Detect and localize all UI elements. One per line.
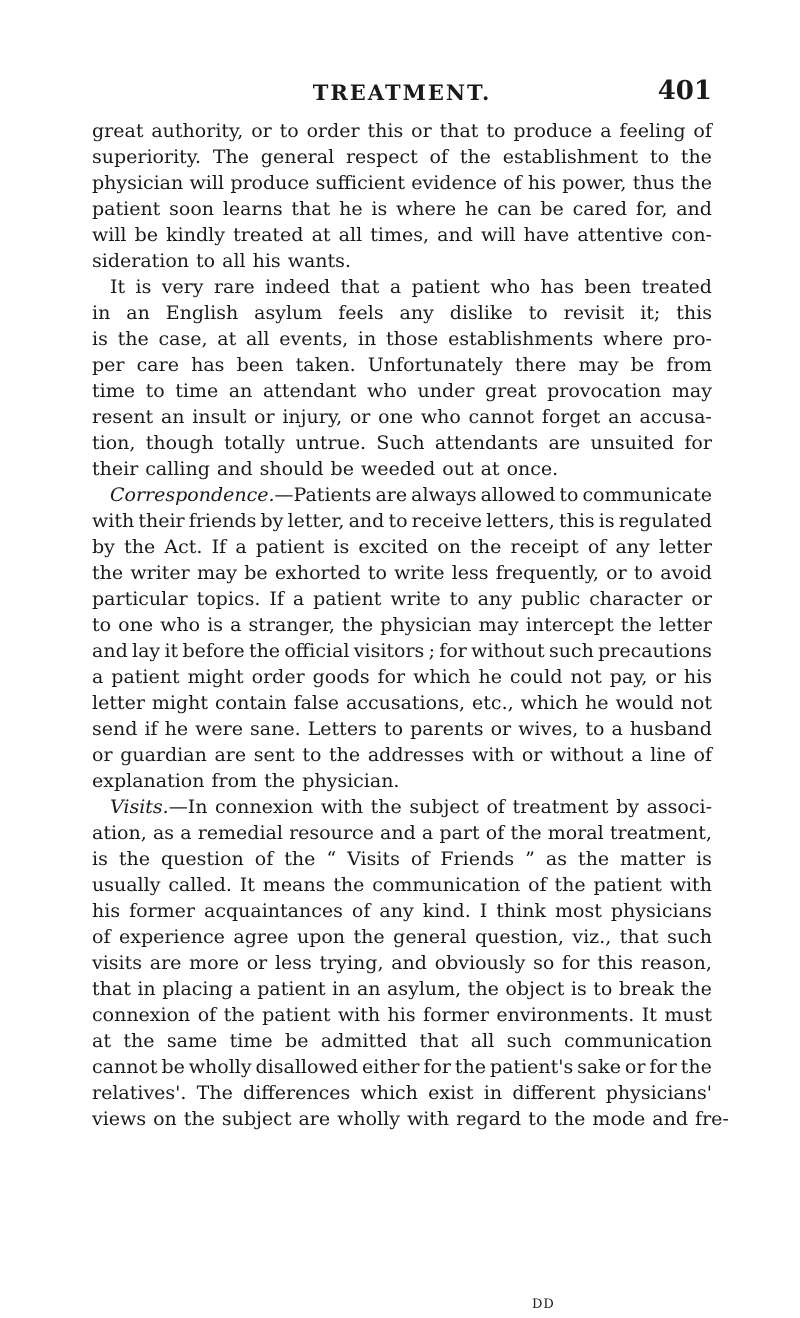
text-line: a patient might order goods for which he could not pay, or his [92, 666, 712, 688]
text-line: in an English asylum feels any dislike to revisit it; this [92, 302, 712, 324]
text-line: that in placing a patient in an asylum, the object is to break the [92, 978, 712, 1000]
text-line: letter might contain false accusations, etc., which he would not [92, 692, 712, 714]
text-line: is the question of the “ Visits of Friends ” as the matter is [92, 848, 712, 870]
paragraph [92, 794, 729, 1132]
text-line: send if he were sane. Letters to parents or wives, to a husband [92, 718, 712, 740]
text-line: relatives'. The differences which exist in different physicians' [92, 1082, 712, 1104]
signature-mark: DD [532, 1297, 555, 1312]
text-line: superiority. The general respect of the establishment to the [92, 146, 712, 168]
text-line: by the Act. If a patient is excited on the receipt of any letter [92, 536, 712, 558]
text-line: will be kindly treated at all times, and will have attentive con- [92, 224, 712, 246]
text-line: his former acquaintances of any kind. I think most physicians [92, 900, 712, 922]
text-line: of experience agree upon the general question, viz., that such [92, 926, 712, 948]
text-line: explanation from the physician. [92, 770, 400, 792]
text-line: the writer may be exhorted to write less frequently, or to avoid [92, 562, 712, 584]
text-line: great authority, or to order this or that to produce a feeling of [92, 120, 712, 142]
running-title: TREATMENT. [312, 80, 492, 105]
text-line: It is very rare indeed that a patient who has been treated [110, 276, 712, 298]
running-head [92, 76, 712, 110]
body-text [92, 118, 729, 1132]
text-line: and lay it before the official visitors ; for without such precautions [92, 640, 712, 662]
section-heading: Visits. [110, 796, 169, 818]
text-line: cannot be wholly disallowed either for the patient's sake or for the [92, 1056, 712, 1078]
paragraph [92, 118, 712, 274]
text-line: time to time an attendant who under great provocation may [92, 380, 712, 402]
text-line: resent an insult or injury, or one who cannot forget an accusa- [92, 406, 712, 428]
text-line: particular topics. If a patient write to any public character or [92, 588, 712, 610]
text-line: per care has been taken. Unfortunately there may be from [92, 354, 712, 376]
text-line: Correspondence.—Patients are always allowed to communicate [110, 484, 712, 506]
text-line: physician will produce sufficient evidence of his power, thus the [92, 172, 712, 194]
text-line: their calling and should be weeded out at once. [92, 458, 559, 480]
text-line: patient soon learns that he is where he can be cared for, and [92, 198, 712, 220]
text-line: visits are more or less trying, and obviously so for this reason, [92, 952, 712, 974]
text-line: or guardian are sent to the addresses with or without a line of [92, 744, 712, 766]
text-line: Visits.—In connexion with the subject of treatment by associ- [110, 796, 712, 818]
text-line: sideration to all his wants. [92, 250, 351, 272]
text-line: tion, though totally untrue. Such attendants are unsuited for [92, 432, 712, 454]
text-line: ation, as a remedial resource and a part of the moral treatment, [92, 822, 712, 844]
text-line: at the same time be admitted that all such communication [92, 1030, 712, 1052]
paragraph [92, 274, 712, 482]
text-line: with their friends by letter, and to receive letters, this is regulated [92, 510, 712, 532]
page-number: 401 [657, 76, 712, 106]
section-heading: Correspondence. [110, 484, 275, 506]
text-line: connexion of the patient with his former environments. It must [92, 1004, 712, 1026]
text-line: usually called. It means the communication of the patient with [92, 874, 712, 896]
text-line: views on the subject are wholly with regard to the mode and fre- [92, 1108, 729, 1130]
text-line: to one who is a stranger, the physician may intercept the letter [92, 614, 712, 636]
text-line: is the case, at all events, in those establishments where pro- [92, 328, 712, 350]
paragraph [92, 482, 712, 794]
